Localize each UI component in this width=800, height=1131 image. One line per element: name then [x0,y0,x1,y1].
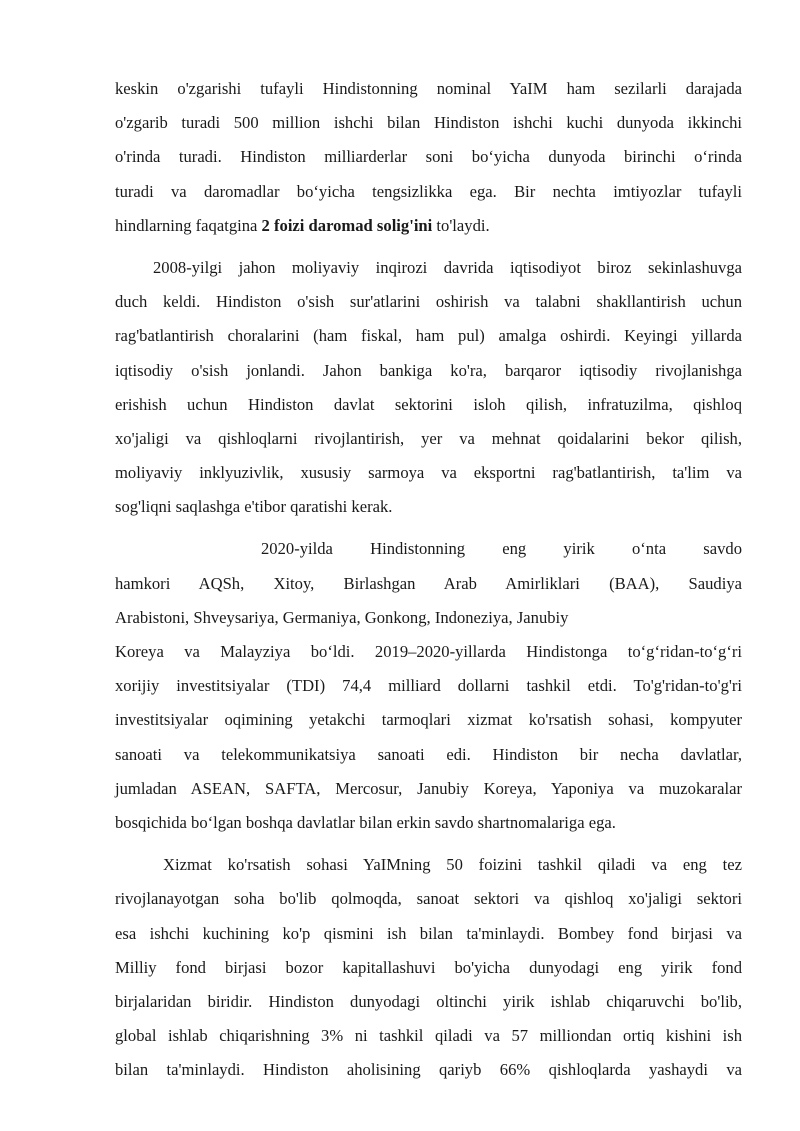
text-segment: to'laydi. [432,215,490,235]
text-line: duch keldi. Hindiston o'sish sur'atlarini oshirish va talabni shakllantirish uchun [115,292,742,312]
text-line: rag'batlantirish choralarini (ham fiskal, ham pul) amalga oshirdi. Keyingi yillarda [115,326,742,346]
text-line: iqtisodiy o'sish jonlandi. Jahon bankiga ko'ra, barqaror iqtisodiy rivojlanishga [115,360,742,380]
text-line: Xizmat ko'rsatish sohasi YaIMning 50 foizini tashkil qiladi va eng tez [163,855,742,875]
text-line: investitsiyalar oqimining yetakchi tarmoqlari xizmat ko'rsatish sohasi, kompyuter [115,710,742,730]
text-line: Milliy fond birjasi bozor kapitallashuvi bo'yicha dunyodagi eng yirik fond [115,957,742,977]
text-line: o'zgarib turadi 500 million ishchi bilan Hindiston ishchi kuchi dunyoda ikkinchi [115,113,742,133]
text-line: bosqichida bo‘lgan boshqa davlatlar bilan erkin savdo shartnomalariga ega. [115,812,616,832]
text-line: esa ishchi kuchining ko'p qismini ish bilan ta'minlaydi. Bombey fond birjasi va [115,923,742,943]
paragraph-4 [115,848,742,1087]
text-line: sanoati va telekommunikatsiya sanoati edi. Hindiston bir necha davlatlar, [115,744,742,764]
text-line: birjalaridan biridir. Hindiston dunyodagi oltinchi yirik ishlab chiqaruvchi bo'lib, [115,991,742,1011]
text-line: xo'jaligi va qishloqlarni rivojlantirish, yer va mehnat qoidalarini bekor qilish, [115,428,742,448]
text-line: hamkori AQSh, Xitoy, Birlashgan Arab Amirliklari (BAA), Saudiya [115,573,742,593]
paragraph-2 [115,251,742,525]
text-line: 2020-yilda Hindistonning eng yirik o‘nta savdo [261,539,742,559]
text-line: sog'liqni saqlashga e'tibor qaratishi kerak. [115,497,393,517]
text-line: keskin o'zgarishi tufayli Hindistonning nominal YaIM ham sezilarli darajada [115,79,742,98]
text-line: moliyaviy inklyuzivlik, xususiy sarmoya va eksportni rag'batlantirish, ta'lim va [115,463,742,483]
text-line: global ishlab chiqarishning 3% ni tashkil qiladi va 57 milliondan ortiq kishini ish [115,1026,742,1046]
text-line: erishish uchun Hindiston davlat sektorini isloh qilish, infratuzilma, qishloq [115,394,742,414]
text-line: xorijiy investitsiyalar (TDI) 74,4 milliard dollarni tashkil etdi. To'g'ridan-to'g'ri [115,676,742,696]
paragraph-1 [115,72,742,243]
text-line: bilan ta'minlaydi. Hindiston aholisining qariyb 66% qishloqlarda yashaydi va [115,1060,742,1080]
text-line: jumladan ASEAN, SAFTA, Mercosur, Janubiy Koreya, Yaponiya va muzokaralar [115,778,742,798]
text-line: Koreya va Malayziya bo‘ldi. 2019–2020-yillarda Hindistonga to‘g‘ridan-to‘g‘ri [115,642,742,661]
text-line: rivojlanayotgan soha bo'lib qolmoqda, sanoat sektori va qishloq xo'jaligi sektori [115,889,742,909]
text-line: turadi va daromadlar bo‘yicha tengsizlikka ega. Bir nechta imtiyozlar tufayli [115,181,742,201]
bold-phrase: 2 foizi daromad solig'ini [261,215,433,235]
text-segment: hindlarning faqatgina [115,215,262,235]
text-line [115,209,742,243]
text-line: o'rinda turadi. Hindiston milliarderlar soni bo‘yicha dunyoda birinchi o‘rinda [115,147,742,167]
text-line: 2008-yilgi jahon moliyaviy inqirozi davrida iqtisodiyot biroz sekinlashuvga [153,257,742,277]
paragraph-3 [115,532,742,840]
text-line: Arabistoni, Shveysariya, Germaniya, Gonkong, Indoneziya, Janubiy [115,607,569,627]
document-page [115,72,742,1087]
